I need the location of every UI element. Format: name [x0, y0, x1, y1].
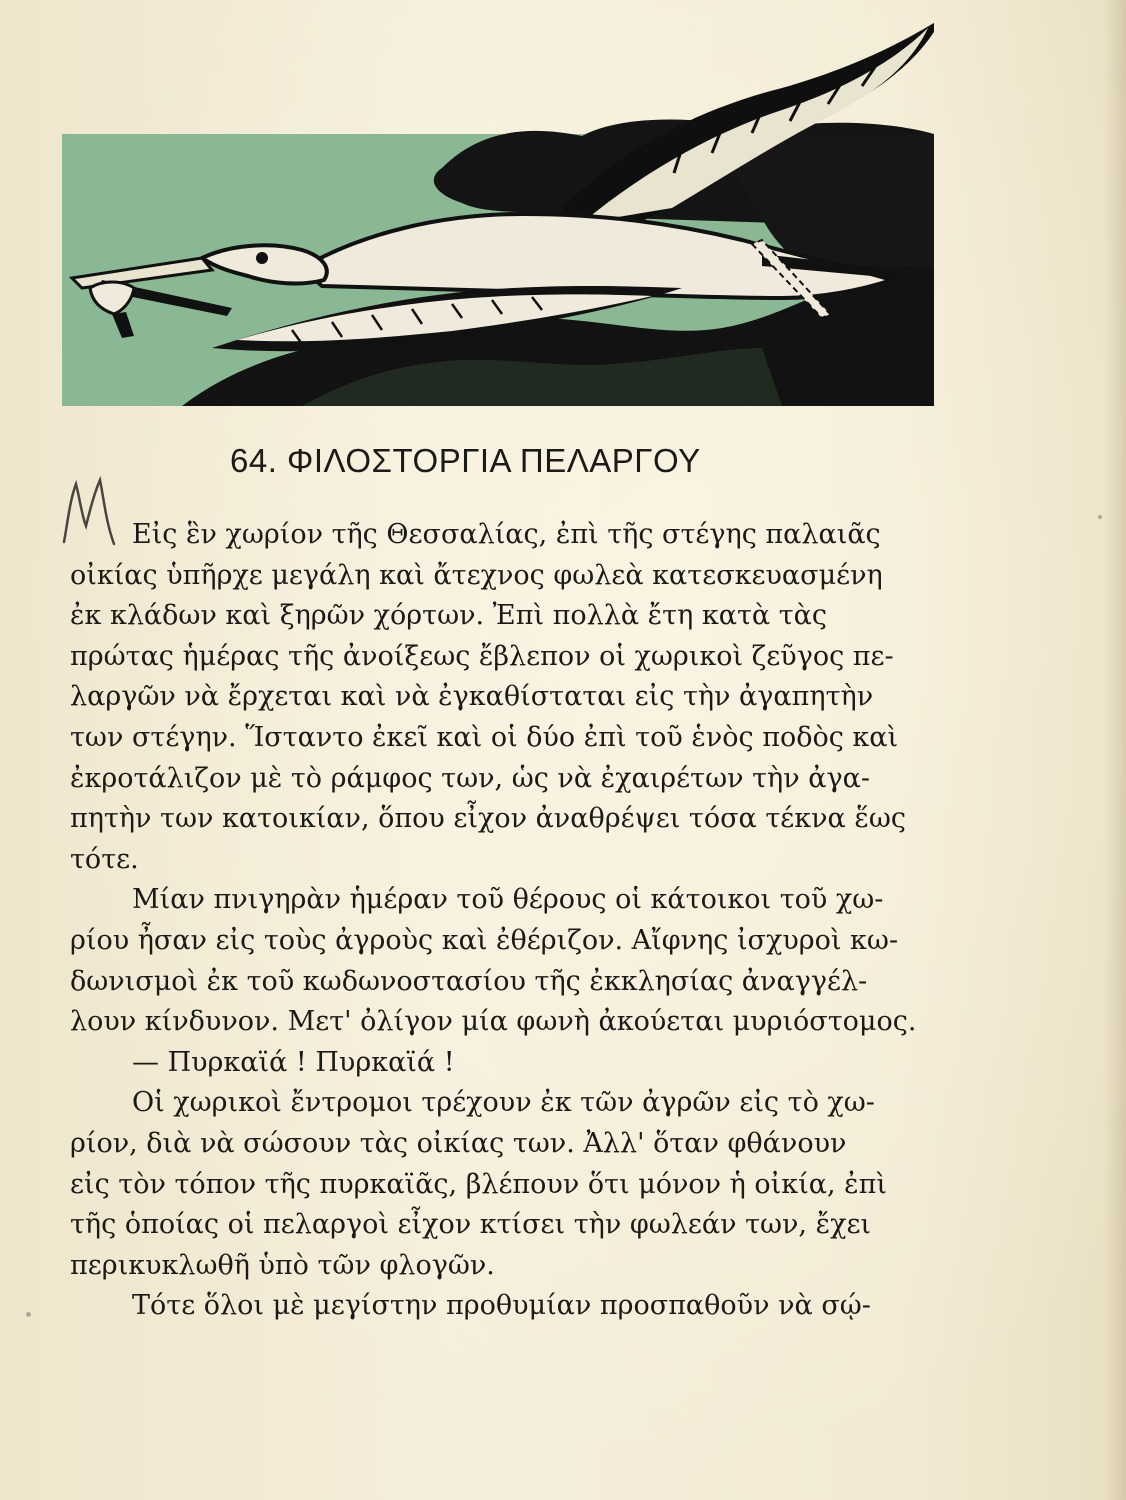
text-line: τότε. — [70, 843, 139, 875]
text-line: ρίον, διὰ νὰ σώσουν τὰς οἰκίας των. Ἀλλ' ὅταν φθάνουν — [70, 1127, 847, 1159]
text-line: λαργῶν νὰ ἔρχεται καὶ νὰ ἐγκαθίσταται εἰς τὴν ἀγαπητὴν — [70, 681, 874, 713]
text-line: ἐκροτάλιζον μὲ τὸ ράμφος των, ὡς νὰ ἐχαιρέτων τὴν ἀγα- — [70, 762, 870, 794]
text-line: λουν κίνδυνον. Μετ' ὀλίγον μία φωνὴ ἀκούεται μυριόστομος. — [70, 1006, 917, 1038]
text-line: Εἰς ἓν χωρίον τῆς Θεσσαλίας, ἐπὶ τῆς στέγης παλαιᾶς — [132, 519, 881, 550]
text-line: — Πυρκαϊά ! Πυρκαϊά ! — [132, 1046, 455, 1078]
ink-spot — [26, 1312, 31, 1317]
text-line: ἐκ κλάδων καὶ ξηρῶν χόρτων. Ἐπὶ πολλὰ ἔτη κατὰ τὰς — [70, 600, 827, 632]
text-line: Μίαν πνιγηρὰν ἡμέραν τοῦ θέρους οἱ κάτοικοι τοῦ χω- — [132, 884, 884, 916]
text-line: δωνισμοὶ ἐκ τοῦ κωδωνοστασίου τῆς ἐκκλησίας ἀναγγέλ- — [70, 965, 868, 997]
text-line: περικυκλωθῆ ὑπὸ τῶν φλογῶν. — [70, 1249, 495, 1281]
chapter-title: 64. ΦΙΛΟΣΤΟΡΓΙΑ ΠΕΛΑΡΓΟΥ — [230, 442, 701, 479]
ink-spot — [1098, 515, 1102, 519]
stork-illustration-icon — [62, 18, 934, 410]
text-line: Οἱ χωρικοὶ ἔντρομοι τρέχουν ἐκ τῶν ἀγρῶν εἰς τὸ χω- — [132, 1087, 875, 1119]
body-text — [70, 515, 925, 1327]
text-line: τῆς ὁποίας οἱ πελαργοὶ εἶχον κτίσει τὴν φωλεάν των, ἔχει — [70, 1209, 872, 1241]
text-line: των στέγην. Ἵσταντο ἐκεῖ καὶ οἱ δύο ἐπὶ τοῦ ἑνὸς ποδὸς καὶ — [70, 721, 899, 753]
text-line: εἰς τὸν τόπον τῆς πυρκαϊᾶς, βλέπουν ὅτι μόνον ἡ οἰκία, ἐπὶ — [70, 1168, 887, 1200]
text-line: Τότε ὅλοι μὲ μεγίστην προθυμίαν προσπαθοῦν νὰ σῴ- — [132, 1290, 871, 1322]
text-line: πρώτας ἡμέρας τῆς ἀνοίξεως ἔβλεπον οἱ χωρικοὶ ζεῦγος πε- — [70, 640, 894, 672]
text-line: ρίου ἦσαν εἰς τοὺς ἀγροὺς καὶ ἐθέριζον. Αἴφνης ἰσχυροὶ κω- — [70, 924, 899, 956]
text-line: οἰκίας ὑπῆρχε μεγάλη καὶ ἄτεχνος φωλεὰ κατεσκευασμένη — [70, 559, 883, 591]
page-edge-shadow — [1104, 0, 1126, 1500]
text-line: πητὴν των κατοικίαν, ὅπου εἶχον ἀναθρέψει τόσα τέκνα ἕως — [70, 803, 906, 835]
